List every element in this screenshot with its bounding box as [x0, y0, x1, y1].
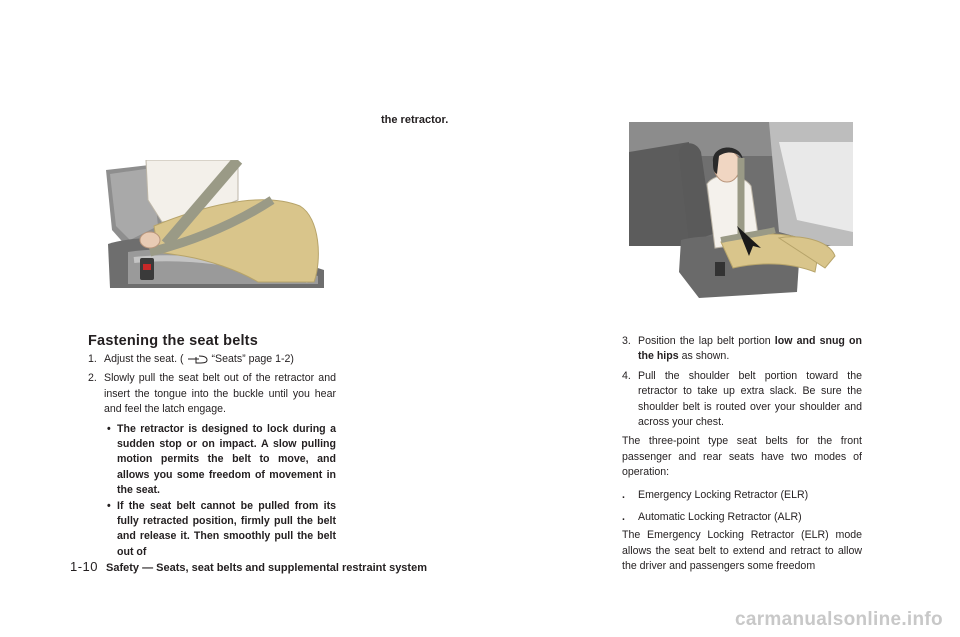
step-4	[622, 369, 862, 431]
bullet-glyph: •	[107, 422, 111, 435]
step-text: Pull the shoulder belt portion toward the retractor to take up extra slack. Be sure the shoulder belt is routed over your shoulder and across your chest.	[638, 369, 862, 429]
bullet-glyph: •	[107, 499, 111, 512]
body-paragraph: The Emergency Locking Retractor (ELR) mode allows the seat belt to extend and retract to allow the driver and passengers some freedom	[622, 529, 862, 573]
mode-text: Automatic Locking Retractor (ALR)	[638, 511, 802, 524]
continued-text: the retractor.	[381, 114, 449, 126]
step-3	[622, 334, 862, 365]
chapter-title: Safety — Seats, seat belts and supplemental restraint system	[106, 562, 427, 574]
step-1	[88, 352, 336, 367]
warning-bullet	[104, 499, 336, 561]
mode-text: Emergency Locking Retractor (ELR)	[638, 488, 809, 501]
step-number: 4.	[622, 369, 631, 382]
body-paragraph: The three-point type seat belts for the front passenger and rear seats have two modes of operation:	[622, 435, 862, 479]
step-text-end: as shown.	[678, 350, 730, 363]
warning-bullet	[104, 422, 336, 499]
page-reference: “Seats” page 1-2)	[211, 353, 294, 365]
mode-item	[622, 510, 862, 525]
left-column	[88, 352, 336, 560]
reference-pointer-icon	[187, 354, 209, 365]
step-text: Slowly pull the seat belt out of the retractor and insert the tongue into the buckle until you hear and feel the latch engage.	[104, 372, 336, 416]
watermark: carmanualsonline.info	[735, 609, 943, 630]
lap-belt-illustration	[88, 160, 324, 288]
mode-item	[622, 488, 862, 503]
step-emphasis: low and snug on the hips	[638, 335, 862, 363]
bullet-text: If the seat belt cannot be pulled from its fully retracted position, firmly pull the belt and release it. Then smoothly pull the belt out of	[117, 499, 336, 558]
section-heading: Fastening the seat belts	[88, 333, 258, 349]
step-number: 2.	[88, 372, 97, 385]
page-footer	[70, 559, 427, 574]
step-text: Position the lap belt portion	[638, 335, 775, 347]
mode-glyph: .	[622, 488, 625, 501]
right-column	[622, 334, 862, 575]
step-2	[88, 371, 336, 417]
step-text: Adjust the seat. (	[104, 353, 184, 365]
mode-glyph: .	[622, 511, 625, 524]
step-number: 1.	[88, 353, 97, 365]
page-number: 1-10	[70, 559, 99, 574]
step-number: 3.	[622, 335, 631, 347]
seated-occupant-illustration	[629, 122, 853, 300]
bullet-text: The retractor is designed to lock during a sudden stop or on impact. A slow pulling motion permits the belt to move, and allows you some freedom of movement in the seat.	[117, 422, 336, 497]
